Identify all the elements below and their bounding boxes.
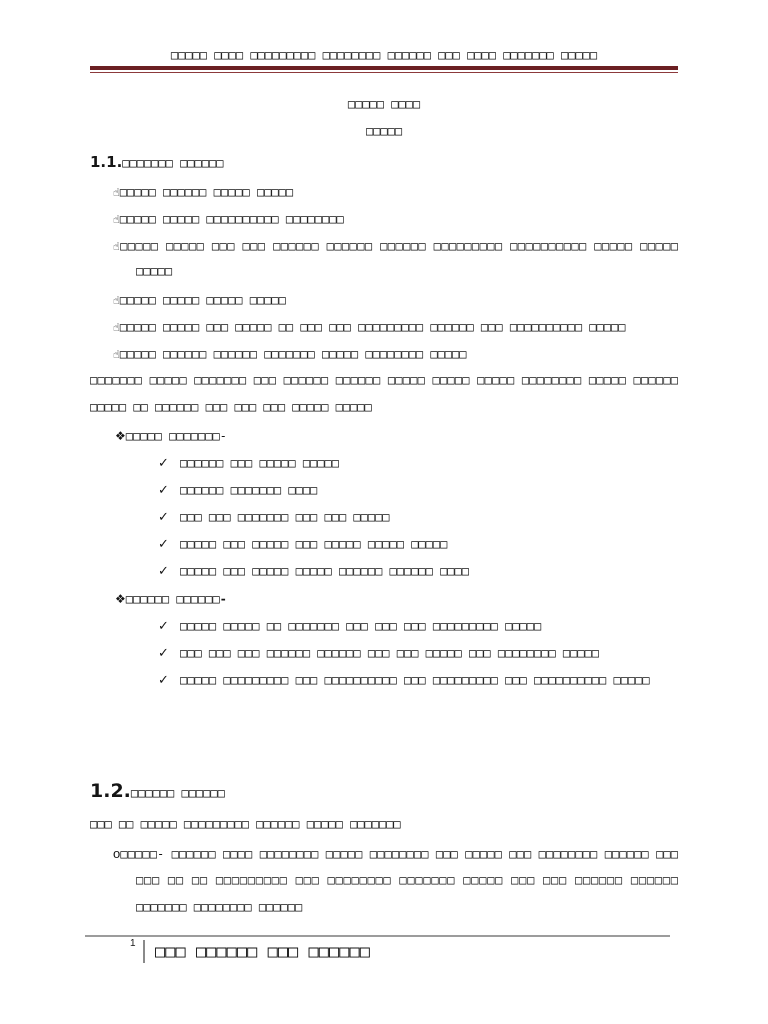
bullet-text: □□□□□ □□□□□ □□□□□□□□□□ □□□□□□□□ bbox=[119, 212, 344, 226]
footer-divider-bar bbox=[143, 940, 145, 963]
hand-pointer-icon: ☝ bbox=[113, 240, 121, 253]
page-title: □□□□□ □□□□ bbox=[347, 97, 421, 111]
hand-bullet-item bbox=[113, 312, 625, 339]
hand-bullet-item bbox=[113, 339, 466, 366]
hand-bullet-item bbox=[113, 231, 678, 258]
check-list-item bbox=[158, 475, 317, 502]
check-list-item bbox=[158, 665, 650, 692]
hand-pointer-icon: ☝ bbox=[113, 213, 120, 226]
page-number: 1 bbox=[130, 938, 136, 949]
check-list-item bbox=[158, 638, 599, 665]
hand-bullet-item bbox=[113, 204, 344, 231]
check-list-item bbox=[158, 448, 339, 475]
circle-bullet-item bbox=[113, 839, 678, 866]
check-item-text: □□□□□ □□□ □□□□□ □□□□□ □□□□□□ □□□□□□ □□□□ bbox=[180, 564, 469, 578]
bullet-text-continuation: □□□ □□ □□ □□□□□□□□□ □□□ □□□□□□□□ □□□□□□□ □□□□□ □□□ □□□ □□□□□□ □□□□□□ bbox=[136, 873, 678, 887]
bullet-text: □□□□□ □□□□□□ □□□□□□ □□□□□□□ □□□□□ □□□□□□□□ □□□□□ bbox=[119, 347, 467, 361]
bullet-text-continuation: □□□□□□□ □□□□□□□□ □□□□□□ bbox=[136, 900, 303, 914]
diamond-bullet-icon: ❖ bbox=[115, 592, 126, 606]
bullet-text: □□□□□- □□□□□□ □□□□ □□□□□□□□ □□□□□ □□□□□□□□ □□□ □□□□□ □□□ □□□□□□□□ □□□□□□ □□□ bbox=[120, 847, 678, 861]
footer-text: □□□ □□□□□□ □□□ □□□□□□ bbox=[155, 942, 370, 962]
group-heading bbox=[115, 584, 227, 611]
paragraph-line: □□□□□□□ □□□□□ □□□□□□□ □□□ □□□□□□ □□□□□□ □□□□□ □□□□□ □□□□□ □□□□□□□□ □□□□□ □□□□□□ bbox=[90, 373, 678, 387]
circle-bullet-icon: o bbox=[113, 846, 121, 861]
hand-pointer-icon: ☝ bbox=[113, 186, 120, 199]
check-list-item bbox=[158, 611, 541, 638]
group-heading-text: □□□□□ □□□□□□□- bbox=[125, 429, 227, 443]
page-subtitle: □□□□□ bbox=[365, 124, 403, 138]
bullet-text: □□□□□ □□□□□□ □□□□□ □□□□□ bbox=[119, 185, 294, 199]
footer-rule bbox=[85, 935, 670, 937]
hand-bullet-item bbox=[113, 285, 286, 312]
checkmark-icon: ✓ bbox=[158, 537, 169, 552]
checkmark-icon: ✓ bbox=[158, 564, 169, 579]
checkmark-icon: ✓ bbox=[158, 510, 169, 525]
section-intro: □□□ □□ □□□□□ □□□□□□□□□ □□□□□□ □□□□□ □□□□□□□ bbox=[90, 817, 401, 831]
check-item-text: □□□□□ □□□□□□□□□ □□□ □□□□□□□□□□ □□□ □□□□□□□□□ □□□ □□□□□□□□□□ □□□□□ bbox=[180, 673, 650, 687]
bullet-text: □□□□□ □□□□□ □□□□□ □□□□□ bbox=[119, 293, 286, 307]
running-header: □□□□□ □□□□ □□□□□□□□□ □□□□□□□□ □□□□□□ □□□ □□□□ □□□□□□□ □□□□□ bbox=[170, 48, 598, 62]
check-item-text: □□□ □□□ □□□□□□□ □□□ □□□ □□□□□ bbox=[180, 510, 390, 524]
section-1-1-heading bbox=[90, 148, 223, 175]
checkmark-icon: ✓ bbox=[158, 619, 169, 634]
header-rule-thick bbox=[90, 66, 678, 70]
section-number: 1.1. bbox=[90, 153, 123, 171]
check-item-text: □□□□□□ □□□□□□□ □□□□ bbox=[180, 483, 318, 497]
group-heading-text: □□□□□□ □□□□□□- bbox=[125, 592, 227, 606]
check-list-item bbox=[158, 502, 390, 529]
bullet-text-continuation: □□□□□ bbox=[136, 264, 173, 278]
header-rule-thin bbox=[90, 72, 678, 73]
hand-pointer-icon: ☝ bbox=[113, 294, 120, 307]
check-item-text: □□□□□ □□□ □□□□□ □□□ □□□□□ □□□□□ □□□□□ bbox=[180, 537, 448, 551]
hand-bullet-item bbox=[113, 177, 293, 204]
section-title: □□□□□□□ □□□□□□ bbox=[122, 156, 224, 170]
check-list-item bbox=[158, 529, 447, 556]
check-item-text: □□□□□□ □□□ □□□□□ □□□□□ bbox=[180, 456, 339, 470]
paragraph-line: □□□□□ □□ □□□□□□ □□□ □□□ □□□ □□□□□ □□□□□ bbox=[90, 400, 372, 414]
checkmark-icon: ✓ bbox=[158, 673, 169, 688]
check-item-text: □□□□□ □□□□□ □□ □□□□□□□ □□□ □□□ □□□ □□□□□□□□□ □□□□□ bbox=[180, 619, 542, 633]
checkmark-icon: ✓ bbox=[158, 483, 169, 498]
bullet-text: □□□□□ □□□□□ □□□ □□□□□ □□ □□□ □□□ □□□□□□□□□ □□□□□□ □□□ □□□□□□□□□□ □□□□□ bbox=[119, 320, 626, 334]
group-heading bbox=[115, 421, 227, 448]
checkmark-icon: ✓ bbox=[158, 646, 169, 661]
hand-pointer-icon: ☝ bbox=[113, 348, 120, 361]
checkmark-icon: ✓ bbox=[158, 456, 169, 471]
section-number: 1.2. bbox=[90, 780, 131, 802]
section-title: □□□□□□ □□□□□□ bbox=[130, 786, 225, 800]
hand-pointer-icon: ☝ bbox=[113, 321, 120, 334]
check-item-text: □□□ □□□ □□□ □□□□□□ □□□□□□ □□□ □□□ □□□□□ □□□ □□□□□□□□ □□□□□ bbox=[180, 646, 600, 660]
section-1-2-heading bbox=[90, 778, 225, 805]
bullet-text: □□□□□ □□□□□ □□□ □□□ □□□□□□ □□□□□□ □□□□□□ □□□□□□□□□ □□□□□□□□□□ □□□□□ □□□□□ bbox=[120, 239, 678, 253]
check-list-item bbox=[158, 556, 469, 583]
diamond-bullet-icon: ❖ bbox=[115, 429, 126, 443]
